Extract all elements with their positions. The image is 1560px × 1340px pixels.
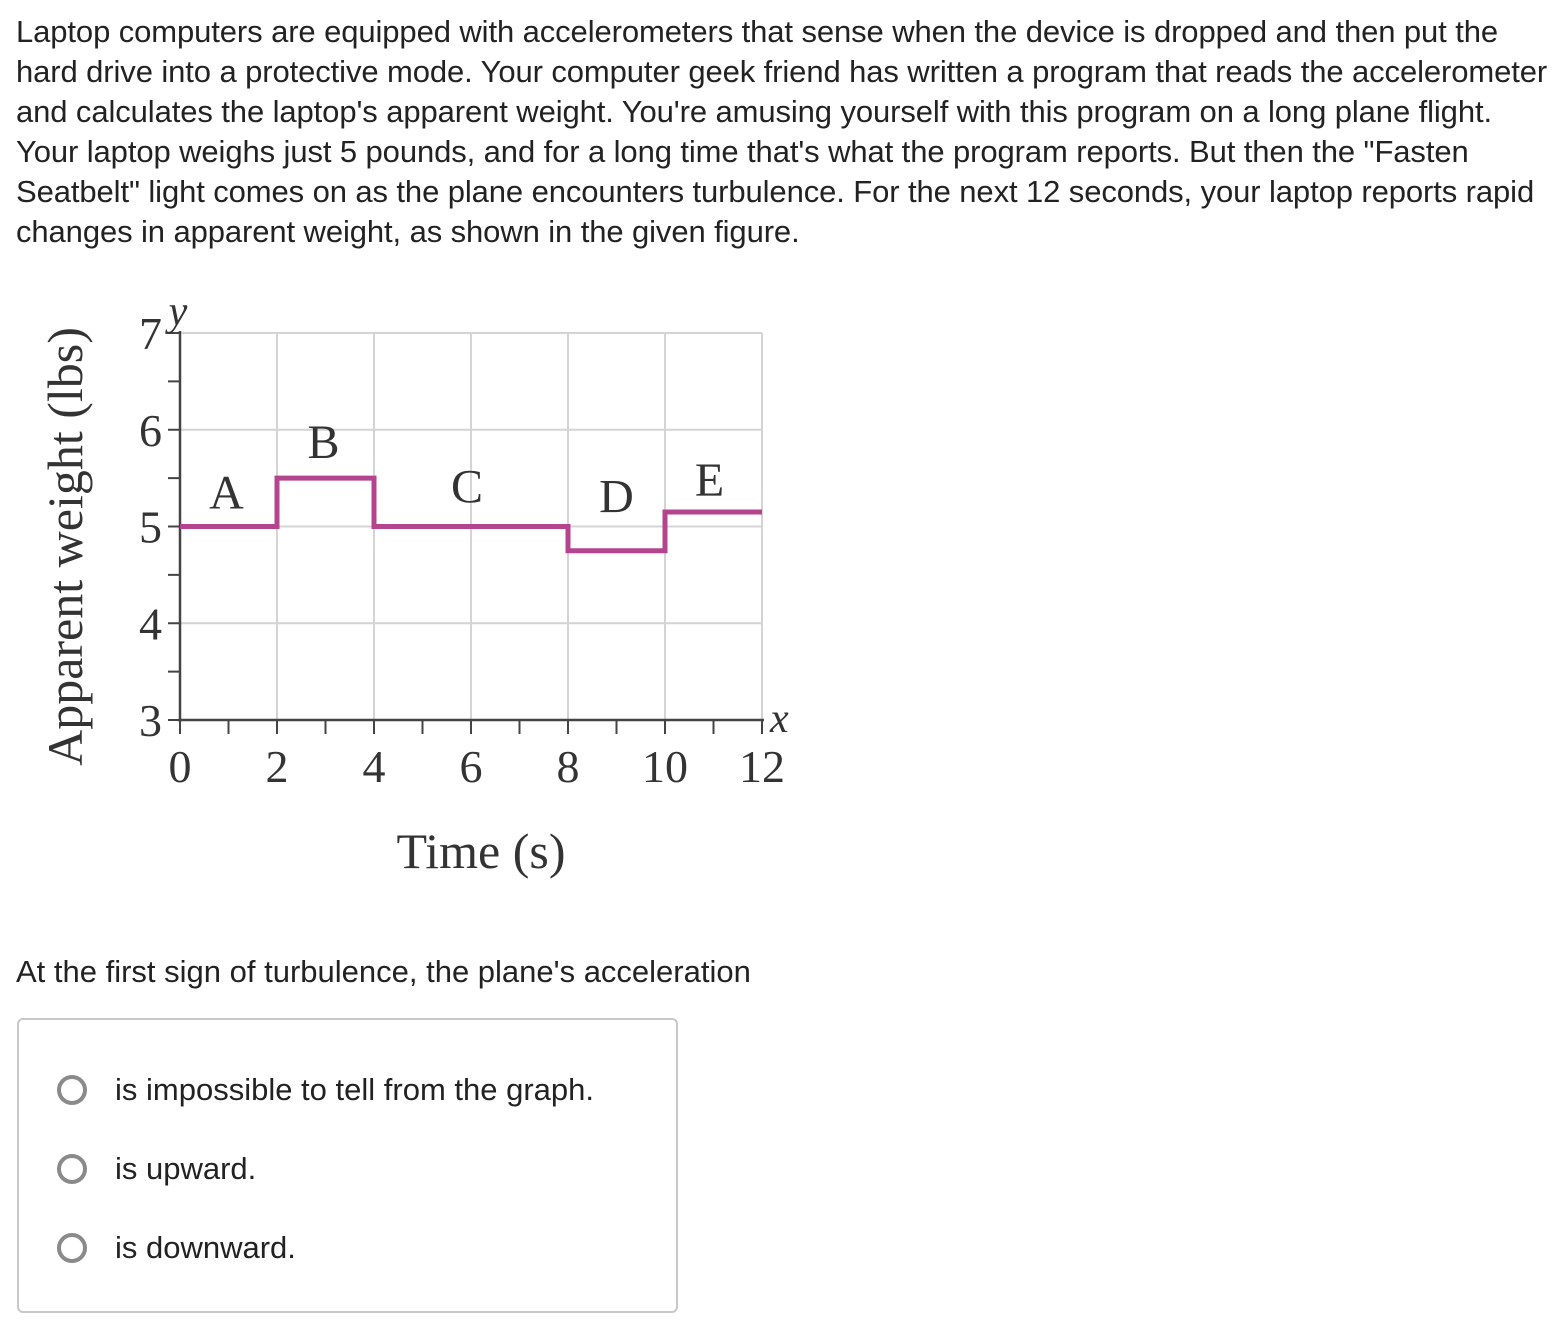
choice-label: is impossible to tell from the graph.: [115, 1072, 594, 1107]
chart-svg: [0, 270, 820, 910]
segment-label-b: B: [307, 416, 340, 470]
y-tick-label: 5: [139, 501, 162, 553]
choice-label: is upward.: [115, 1151, 257, 1186]
chart-labels: [37, 289, 789, 879]
y-tick-label: 7: [139, 308, 162, 359]
x-tick-label: 0: [168, 741, 192, 792]
x-axis-title: Time (s): [396, 823, 566, 879]
choice-upward[interactable]: [57, 1149, 256, 1189]
segment-label-c: C: [450, 460, 484, 514]
radio-button[interactable]: [57, 1075, 87, 1105]
segment-label-e: E: [694, 453, 725, 507]
choice-label: is downward.: [115, 1230, 296, 1265]
x-tick-label: 12: [739, 741, 785, 792]
y-axis-symbol: y: [168, 289, 188, 335]
question-prompt: At the first sign of turbulence, the plane's acceleration: [16, 954, 751, 989]
radio-button[interactable]: [57, 1154, 87, 1184]
x-tick-label: 10: [642, 741, 688, 792]
problem-text: Laptop computers are equipped with accelerometers that sense when the device is dropped and then put the hard drive into a protective mode. Your computer geek friend has written a program that reads the accelerometer and calculates the laptop's apparent weight. You're amusing yourself with this program on a long plane flight. Your laptop weighs just 5 pounds, and for a long time that's what the program reports. But then the "Fasten Seatbelt" light comes on as the plane encounters turbulence. For the next 12 seconds, your laptop reports rapid changes in apparent weight, as shown in the given figure.: [16, 14, 1548, 249]
answer-choices: [17, 1018, 678, 1313]
segment-label-d: D: [599, 470, 634, 524]
choice-downward[interactable]: [57, 1228, 296, 1268]
x-tick-label: 8: [556, 741, 580, 792]
radio-button[interactable]: [57, 1233, 87, 1263]
segment-label-a: A: [209, 466, 244, 520]
y-tick-label: 4: [139, 598, 162, 650]
y-axis-title: Apparent weight (lbs): [37, 327, 93, 766]
x-tick-label: 2: [265, 741, 289, 792]
axes: [168, 331, 764, 734]
y-tick-label: 3: [139, 695, 162, 746]
choice-impossible[interactable]: [57, 1070, 594, 1110]
x-tick-label: 6: [459, 741, 483, 792]
apparent-weight-chart: [0, 270, 820, 910]
x-axis-symbol: x: [770, 696, 789, 742]
x-tick-label: 4: [362, 741, 386, 792]
y-tick-label: 6: [139, 404, 162, 456]
